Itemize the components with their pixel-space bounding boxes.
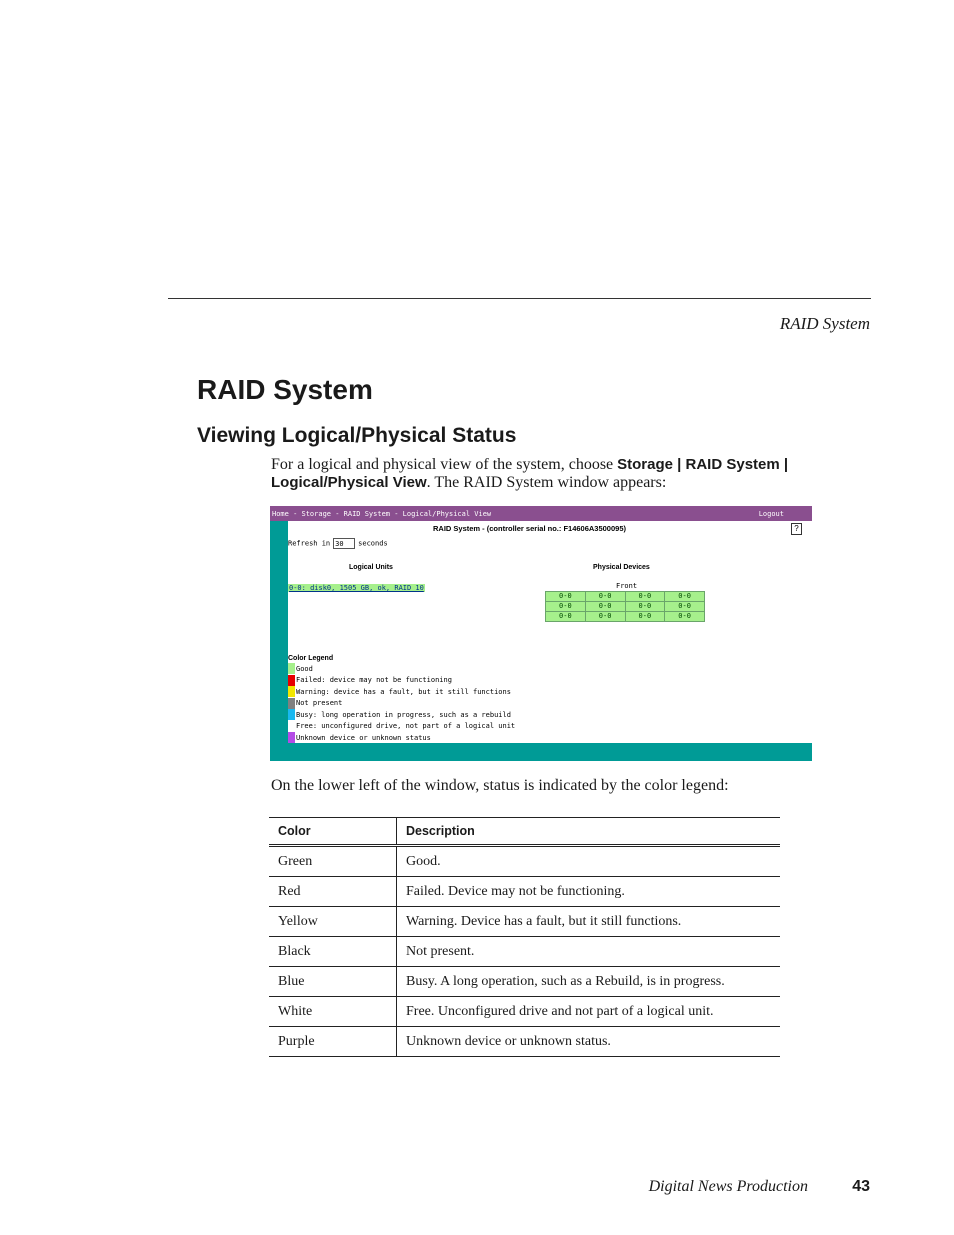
legend-row bbox=[288, 663, 515, 675]
color-legend bbox=[288, 663, 515, 744]
legend-row bbox=[288, 698, 515, 710]
color-legend-title: Color Legend bbox=[288, 655, 334, 662]
legend-row bbox=[288, 675, 515, 687]
legend-row bbox=[288, 686, 515, 698]
raid-window-header: RAID System - (controller serial no.: F14606A3500095) bbox=[433, 524, 626, 533]
legend-paragraph: On the lower left of the window, status is indicated by the color legend: bbox=[271, 777, 729, 794]
legend-label: Free: unconfigured drive, not part of a logical unit bbox=[296, 722, 516, 731]
legend-swatch bbox=[288, 663, 295, 674]
device-cell[interactable]: 0-0 bbox=[665, 612, 705, 622]
legend-row bbox=[288, 709, 515, 721]
menu-path: Storage | RAID System | Logical/Physical View bbox=[271, 456, 789, 491]
color-cell: Black bbox=[269, 937, 397, 967]
legend-swatch bbox=[288, 686, 295, 697]
refresh-control bbox=[288, 538, 388, 549]
device-cell[interactable]: 0-0 bbox=[665, 602, 705, 612]
table-row bbox=[269, 907, 780, 937]
color-cell: Yellow bbox=[269, 907, 397, 937]
legend-label: Failed: device may not be functioning bbox=[296, 676, 452, 685]
logical-unit-link[interactable]: 0-0: disk0, 1505 GB, ok, RAID 10 bbox=[289, 584, 424, 592]
help-icon[interactable]: ? bbox=[791, 523, 802, 535]
device-cell[interactable]: 0-0 bbox=[585, 592, 625, 602]
device-cell[interactable]: 0-0 bbox=[625, 602, 665, 612]
legend-swatch bbox=[288, 675, 295, 686]
legend-label: Unknown device or unknown status bbox=[296, 733, 431, 742]
intro-text-1: For a logical and physical view of the system, choose bbox=[271, 456, 618, 473]
table-row bbox=[269, 967, 780, 997]
description-cell: Free. Unconfigured drive and not part of a logical unit. bbox=[397, 997, 781, 1027]
color-table bbox=[269, 817, 780, 1057]
legend-label: Good bbox=[296, 664, 313, 673]
header-rule bbox=[168, 298, 871, 299]
physical-device-grid bbox=[545, 591, 705, 622]
color-cell: Blue bbox=[269, 967, 397, 997]
device-cell[interactable]: 0-0 bbox=[625, 592, 665, 602]
description-cell: Good. bbox=[397, 846, 781, 877]
table-row bbox=[269, 846, 780, 877]
color-cell: Green bbox=[269, 846, 397, 877]
running-head: RAID System bbox=[779, 314, 870, 333]
title-bar bbox=[270, 506, 812, 521]
legend-swatch bbox=[288, 698, 295, 709]
physical-devices-title: Physical Devices bbox=[593, 564, 650, 571]
device-cell[interactable]: 0-0 bbox=[625, 612, 665, 622]
table-row bbox=[269, 937, 780, 967]
intro-paragraph bbox=[271, 456, 816, 492]
description-cell: Unknown device or unknown status. bbox=[397, 1027, 781, 1057]
logical-units-title: Logical Units bbox=[349, 564, 393, 571]
description-cell: Failed. Device may not be functioning. bbox=[397, 877, 781, 907]
color-cell: Red bbox=[269, 877, 397, 907]
bottom-bar bbox=[270, 743, 812, 761]
refresh-seconds-input[interactable] bbox=[333, 538, 355, 549]
legend-swatch bbox=[288, 709, 295, 720]
section-heading: Viewing Logical/Physical Status bbox=[197, 424, 517, 447]
raid-window-screenshot bbox=[270, 506, 812, 761]
column-header-description: Description bbox=[397, 818, 781, 846]
footer-title: Digital News Production bbox=[648, 1178, 808, 1195]
device-cell[interactable]: 0-0 bbox=[585, 602, 625, 612]
table-row bbox=[269, 1027, 780, 1057]
description-cell: Busy. A long operation, such as a Rebuild, is in progress. bbox=[397, 967, 781, 997]
legend-row bbox=[288, 721, 515, 733]
table-header-row bbox=[269, 818, 780, 846]
front-label: Front bbox=[616, 582, 638, 590]
left-sidebar bbox=[270, 521, 288, 761]
color-cell: Purple bbox=[269, 1027, 397, 1057]
legend-label: Warning: device has a fault, but it still functions bbox=[296, 687, 511, 696]
legend-label: Not present bbox=[296, 699, 343, 708]
table-row bbox=[269, 997, 780, 1027]
description-cell: Not present. bbox=[397, 937, 781, 967]
page-number: 43 bbox=[852, 1178, 870, 1195]
legend-label: Busy: long operation in progress, such as a rebuild bbox=[296, 710, 511, 719]
page-heading: RAID System bbox=[197, 374, 373, 405]
device-cell[interactable]: 0-0 bbox=[546, 592, 586, 602]
device-cell[interactable]: 0-0 bbox=[546, 612, 586, 622]
device-cell[interactable]: 0-0 bbox=[665, 592, 705, 602]
description-cell: Warning. Device has a fault, but it still functions. bbox=[397, 907, 781, 937]
breadcrumb[interactable]: Home - Storage - RAID System - Logical/Physical View bbox=[272, 510, 492, 518]
intro-text-2: . The RAID System window appears: bbox=[426, 474, 667, 491]
column-header-color: Color bbox=[269, 818, 397, 846]
color-cell: White bbox=[269, 997, 397, 1027]
legend-swatch bbox=[288, 732, 295, 743]
table-row bbox=[269, 877, 780, 907]
device-cell[interactable]: 0-0 bbox=[585, 612, 625, 622]
refresh-prefix: Refresh in bbox=[288, 539, 331, 548]
device-cell[interactable]: 0-0 bbox=[546, 602, 586, 612]
legend-row bbox=[288, 732, 515, 744]
logout-link[interactable]: Logout bbox=[758, 510, 784, 518]
legend-swatch bbox=[288, 721, 295, 732]
refresh-suffix: seconds bbox=[358, 539, 388, 548]
